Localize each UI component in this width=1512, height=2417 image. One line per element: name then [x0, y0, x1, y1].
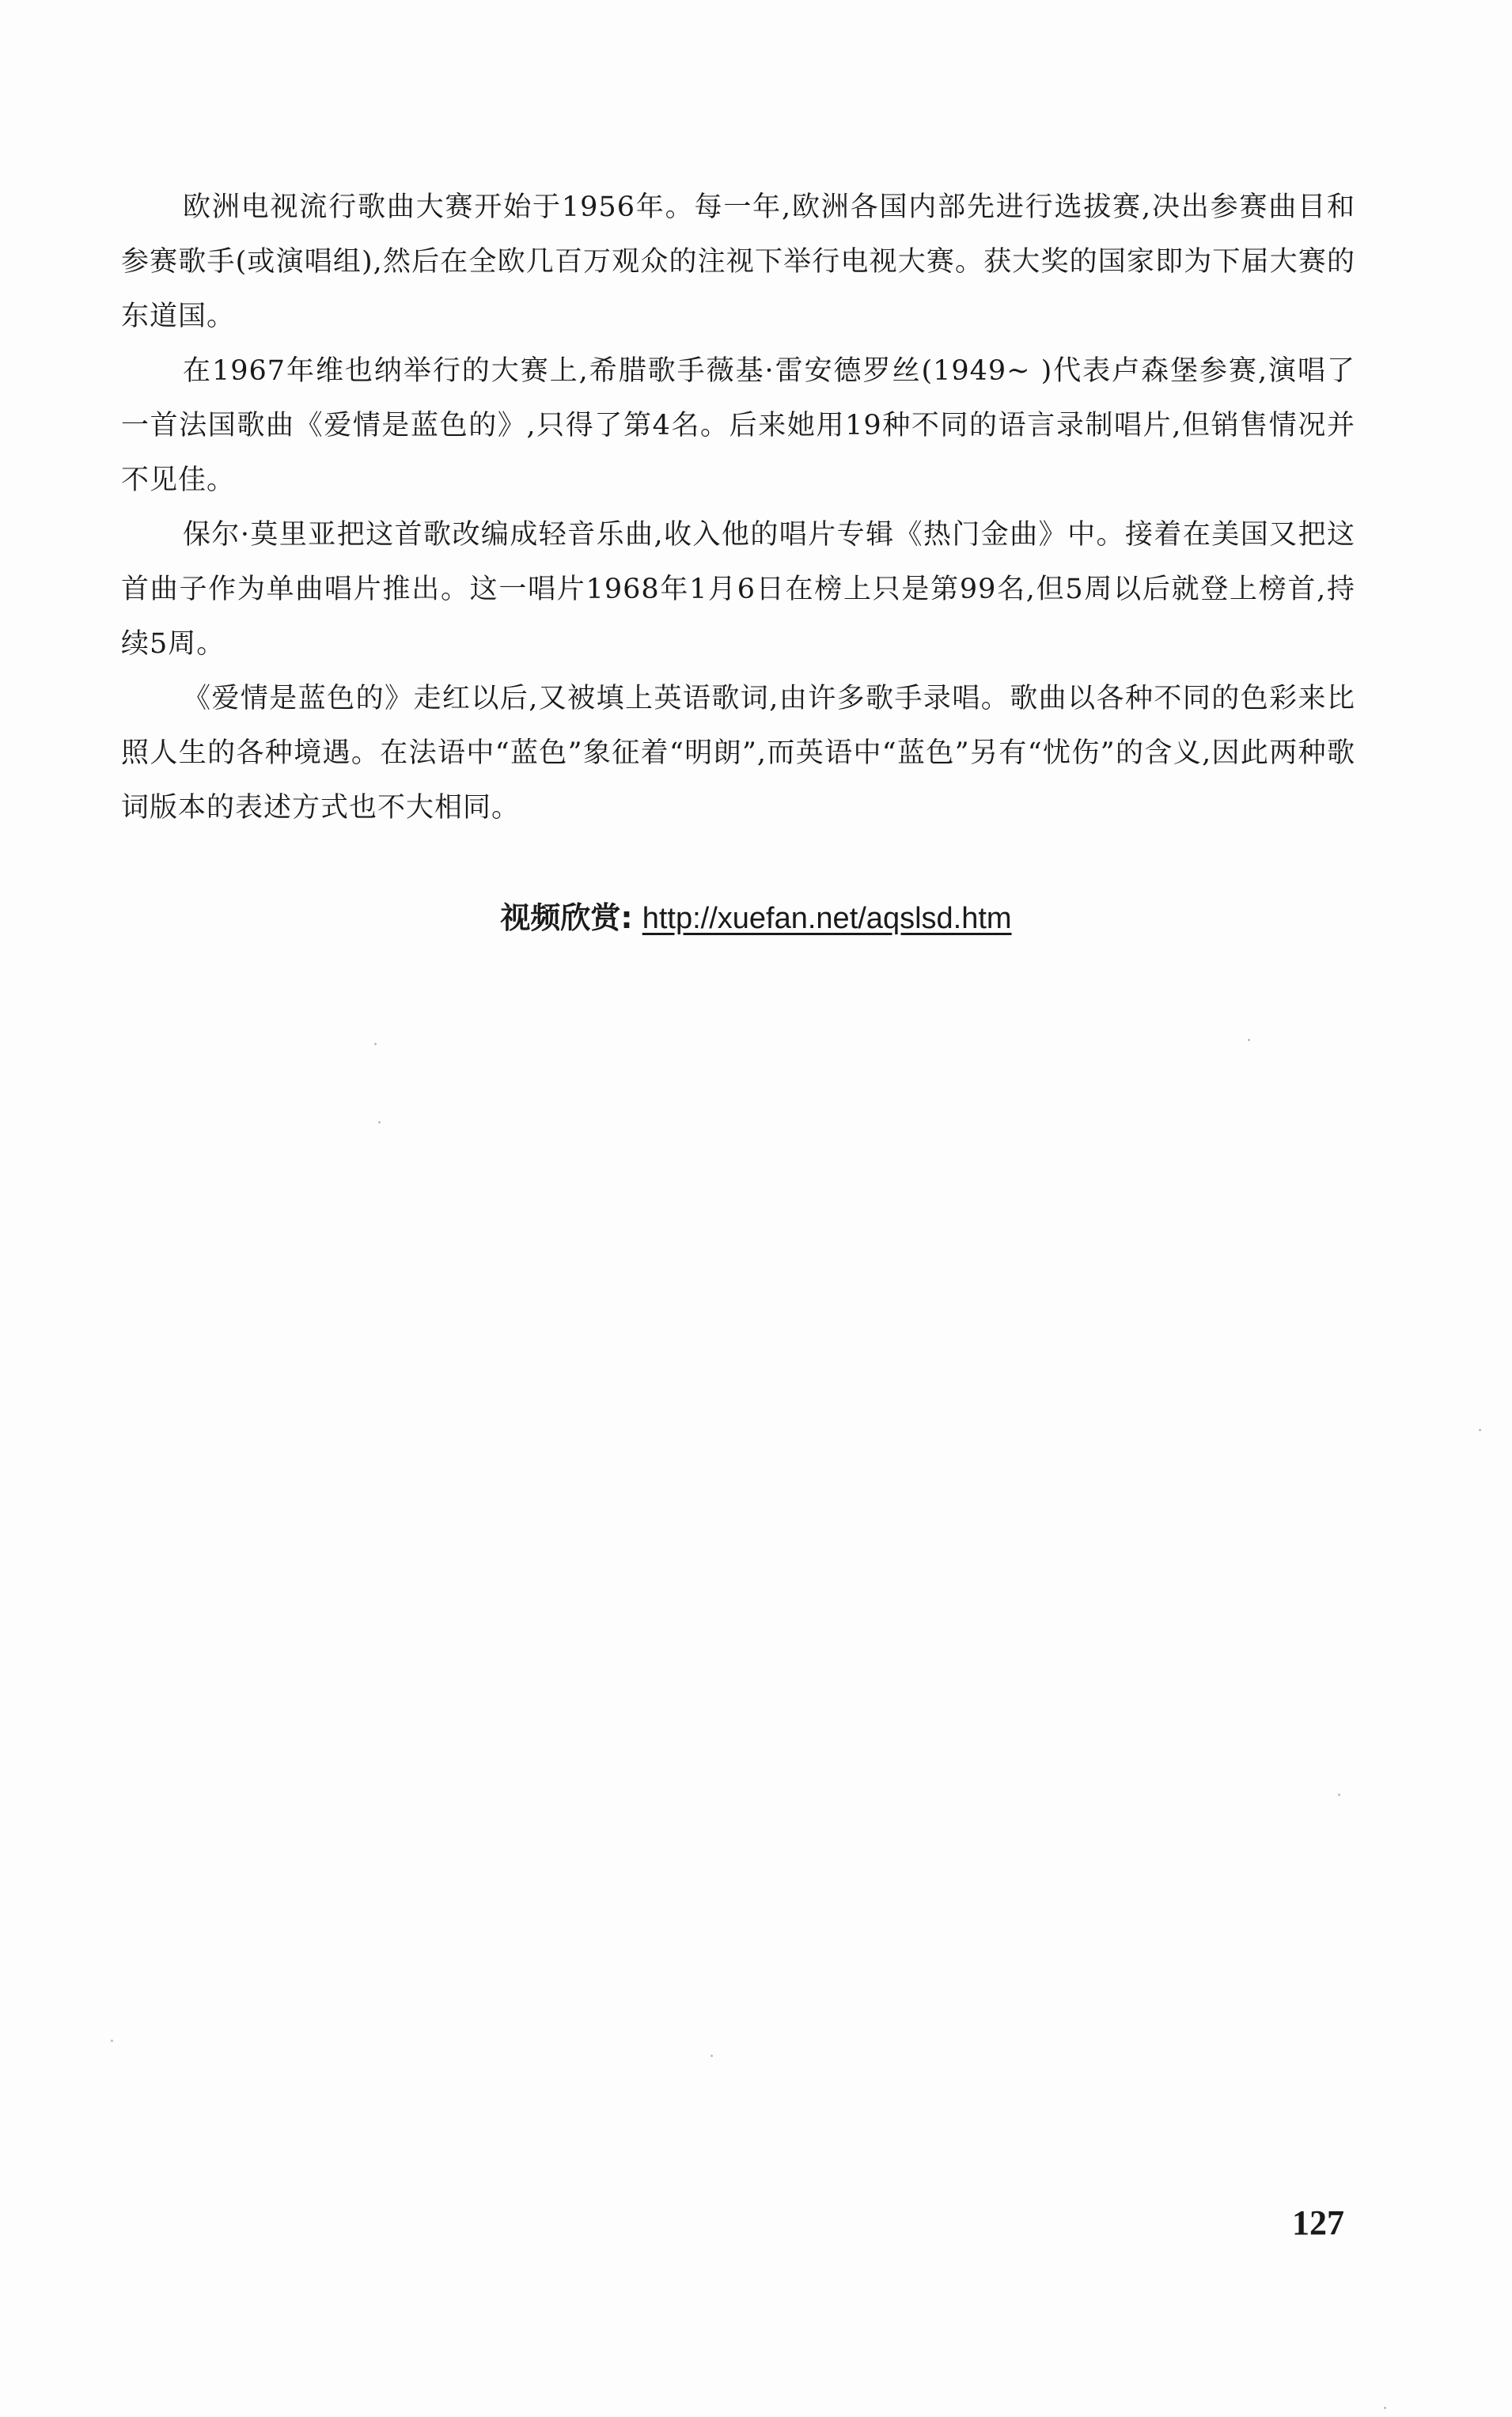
page-number: 127 — [1292, 2203, 1344, 2242]
scan-speck — [374, 1043, 377, 1045]
video-url-link[interactable]: http://xuefan.net/aqslsd.htm — [642, 902, 1012, 935]
scan-speck — [1338, 1794, 1340, 1796]
scan-speck — [1384, 2407, 1386, 2409]
paragraph-paul-mauriat: 保尔·莫里亚把这首歌改编成轻音乐曲,收入他的唱片专辑《热门金曲》中。接着在美国又把这首曲子作为单曲唱片推出。这一唱片1968年1月6日在榜上只是第99名,但5周以后就登上榜首,持续5周。 — [121, 519, 1355, 660]
scan-speck — [1479, 1429, 1481, 1431]
paragraph-english-lyrics: 《爱情是蓝色的》走红以后,又被填上英语歌词,由许多歌手录唱。歌曲以各种不同的色彩来比照人生的各种境遇。在法语中“蓝色”象征着“明朗”,而英语中“蓝色”另有“忧伤”的含义,因此两种歌词版本的表述方式也不大相同。 — [121, 683, 1355, 824]
scan-speck — [1248, 1039, 1250, 1041]
body-text — [121, 180, 1355, 835]
video-reference — [0, 894, 1512, 942]
scan-speck — [111, 2040, 113, 2042]
paragraph-1967-contest: 在1967年维也纳举行的大赛上,希腊歌手薇基·雷安德罗丝(1949~ )代表卢森堡参赛,演唱了一首法国歌曲《爱情是蓝色的》,只得了第4名。后来她用19种不同的语言录制唱片,但销售情况并不见佳。 — [121, 355, 1355, 496]
paragraph-eurovision-intro: 欧洲电视流行歌曲大赛开始于1956年。每一年,欧洲各国内部先进行选拔赛,决出参赛曲目和参赛歌手(或演唱组),然后在全欧几百万观众的注视下举行电视大赛。获大奖的国家即为下届大赛的东道国。 — [121, 191, 1355, 332]
video-label: 视频欣赏: — [500, 900, 633, 935]
scan-speck — [378, 1121, 381, 1123]
scan-speck — [711, 2055, 713, 2057]
